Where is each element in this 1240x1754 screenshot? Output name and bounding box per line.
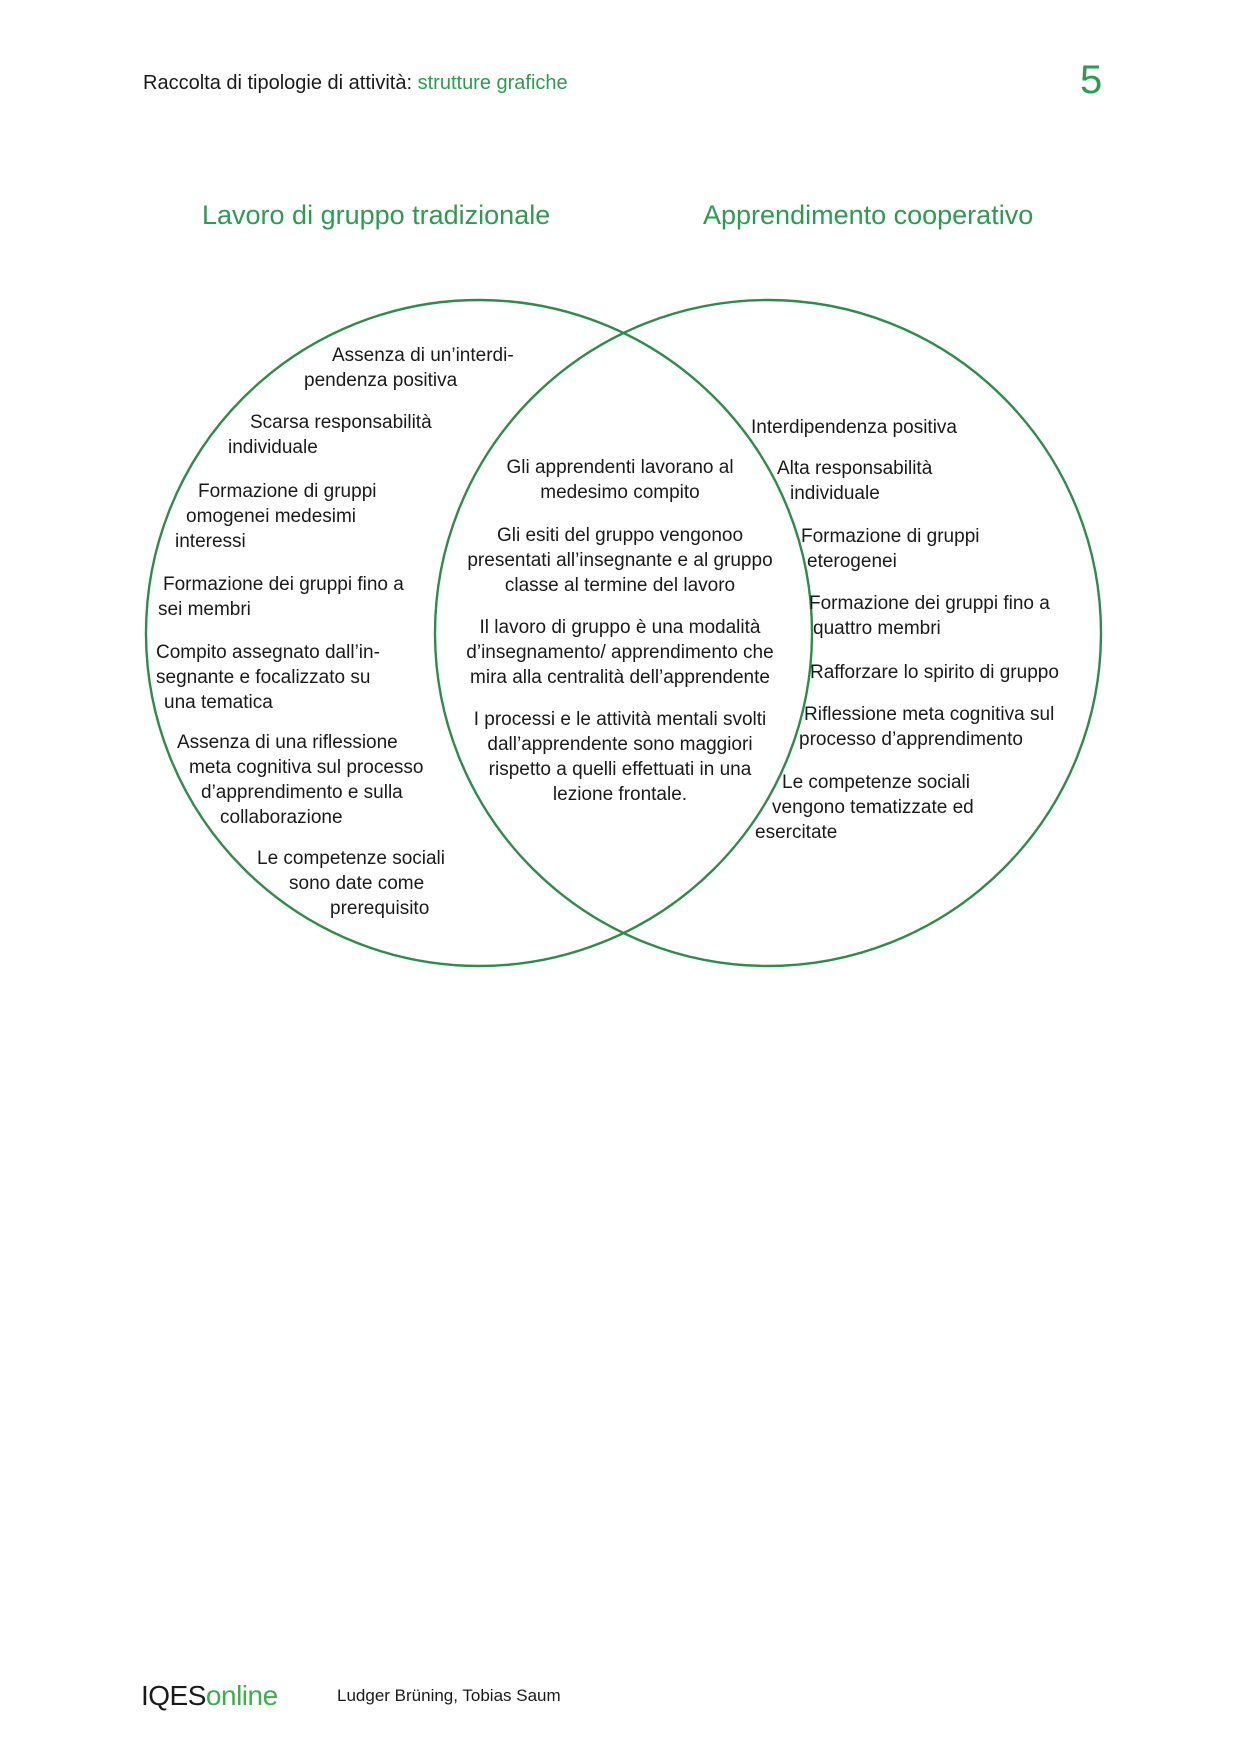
right-item-7	[755, 770, 974, 845]
left-item-5-line-2: segnante e focalizzato su	[156, 667, 371, 688]
right-item-4	[809, 591, 1050, 641]
center-item-1	[470, 455, 770, 505]
center-item-1-line-1: Gli apprendenti lavorano al	[506, 457, 734, 478]
center-item-2-line-1: Gli esiti del gruppo vengonoo	[496, 525, 744, 546]
center-item-3-line-3: mira alla centralità dell’apprendente	[470, 667, 770, 688]
right-item-7-line-1: Le competenze sociali	[782, 772, 970, 793]
right-item-5	[810, 660, 1059, 685]
logo-iqes: IQES	[141, 1680, 206, 1711]
center-item-4	[440, 707, 800, 807]
left-item-6	[177, 730, 423, 830]
left-item-7	[257, 846, 445, 921]
right-item-4-line-1: Formazione dei gruppi fino a	[809, 593, 1050, 614]
left-item-2-line-1: Scarsa responsabilità	[250, 412, 432, 433]
left-item-4	[158, 572, 404, 622]
footer-authors: Ludger Brüning, Tobias Saum	[337, 1686, 561, 1705]
right-item-1	[751, 415, 957, 440]
left-item-6-line-4: collaborazione	[220, 807, 343, 828]
right-item-7-line-2: vengono tematizzate ed	[772, 797, 974, 818]
right-item-7-line-3: esercitate	[755, 822, 838, 843]
left-item-1-line-2: pendenza positiva	[304, 370, 458, 391]
right-item-2	[777, 456, 932, 506]
center-item-4-line-4: lezione frontale.	[552, 784, 688, 805]
left-item-7-line-3: prerequisito	[330, 898, 430, 919]
center-item-4-line-3: rispetto a quelli effettuati in una	[488, 759, 752, 780]
iqes-online-logo	[141, 1680, 278, 1712]
center-item-4-line-1: I processi e le attività mentali svolti	[473, 709, 767, 730]
right-item-2-line-1: Alta responsabilità	[777, 458, 933, 479]
left-item-5-line-1: Compito assegnato dall’in-	[156, 642, 380, 663]
right-item-6	[799, 702, 1054, 752]
right-item-6-line-2: processo d’apprendimento	[799, 729, 1023, 750]
center-item-3	[440, 615, 800, 690]
header-title-accent: strutture grafiche	[417, 72, 568, 94]
right-item-5-line-1: Rafforzare lo spirito di gruppo	[810, 662, 1059, 683]
left-item-6-line-3: d’apprendimento e sulla	[201, 782, 403, 803]
center-item-2	[440, 523, 800, 598]
left-item-4-line-1: Formazione dei gruppi fino a	[163, 574, 404, 595]
left-item-7-line-1: Le competenze sociali	[257, 848, 445, 869]
left-item-1	[304, 343, 514, 393]
left-item-1-line-1: Assenza di un’interdi-	[332, 345, 514, 366]
right-circle-title: Apprendimento cooperativo	[703, 200, 1034, 230]
logo-online: online	[205, 1680, 278, 1711]
left-item-3-line-2: omogenei medesimi	[186, 506, 357, 527]
center-item-1-line-2: medesimo compito	[540, 482, 700, 503]
center-item-4-line-2: dall’apprendente sono maggiori	[487, 734, 753, 755]
center-item-2-line-3: classe al termine del lavoro	[504, 575, 736, 596]
left-item-3-line-3: interessi	[175, 531, 246, 552]
left-item-6-line-1: Assenza di una riflessione	[177, 732, 398, 753]
right-item-3-line-1: Formazione di gruppi	[801, 526, 980, 547]
header-title-prefix: Raccolta di tipologie di attività:	[143, 72, 413, 94]
right-item-4-line-2: quattro membri	[813, 618, 941, 639]
center-item-3-line-2: d’insegnamento/ apprendimento che	[466, 642, 774, 663]
left-item-4-line-2: sei membri	[158, 599, 251, 620]
left-circle-title: Lavoro di gruppo tradizionale	[202, 200, 551, 230]
center-item-2-line-2: presentati all’insegnante e al gruppo	[467, 550, 773, 571]
page-number: 5	[1080, 58, 1103, 102]
right-item-3	[801, 524, 979, 574]
left-item-6-line-2: meta cognitiva sul processo	[189, 757, 424, 778]
right-item-1-line-1: Interdipendenza positiva	[751, 417, 957, 438]
left-item-2	[228, 410, 432, 460]
center-item-3-line-1: Il lavoro di gruppo è una modalità	[479, 617, 761, 638]
left-item-3	[175, 479, 376, 554]
right-item-6-line-1: Riflessione meta cognitiva sul	[804, 704, 1055, 725]
left-item-2-line-2: individuale	[228, 437, 318, 458]
left-item-7-line-2: sono date come	[289, 873, 425, 894]
right-item-2-line-2: individuale	[790, 483, 880, 504]
left-item-5	[156, 640, 380, 715]
left-item-5-line-3: una tematica	[164, 692, 273, 713]
left-item-3-line-1: Formazione di gruppi	[198, 481, 377, 502]
right-item-3-line-2: eterogenei	[807, 551, 897, 572]
